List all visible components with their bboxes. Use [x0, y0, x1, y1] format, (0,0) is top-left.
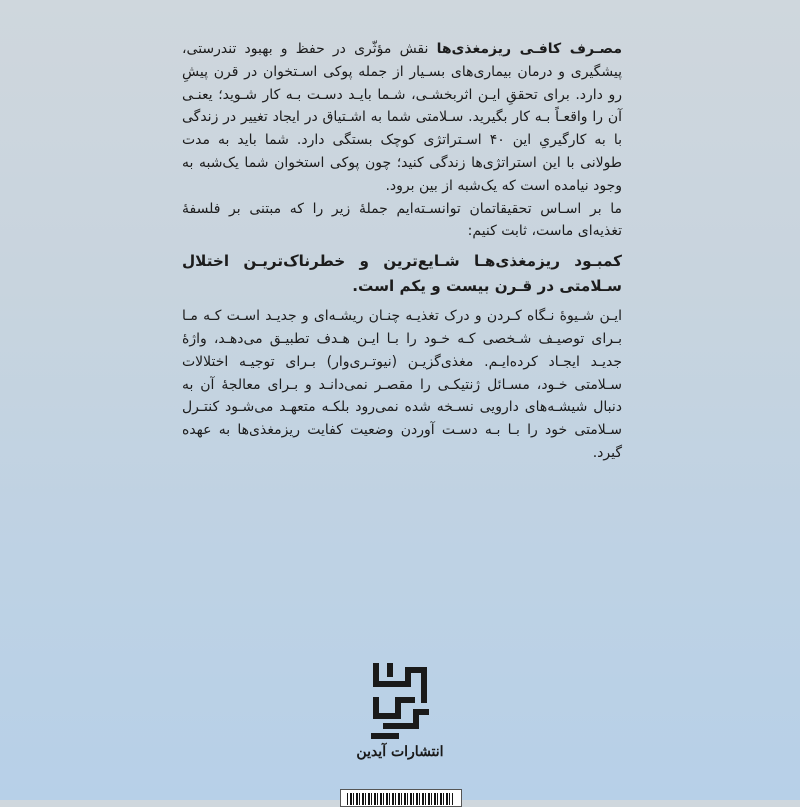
paragraph-2: ما بر اسـاس تحقیقاتمان توانسـته‌ایم جملهٔ زیر را که مبتنی بر فلسفهٔ تغذیه‌ای ماست، ثابت کنیم:	[182, 200, 622, 240]
paragraph-3: ایـن شـیوهٔ نـگاه کـردن و درک تغذیـه چنـان ریشـه‌ای و جدیـد اسـت کـه مـا بـرای توصیـف شـخصی کـه خـود را بـا ایـن هـدف تطبیـق می‌دهـد، واژهٔ جدیـد ایجـاد کرده‌ایـم. مغذی‌گزیـن (نیوتـری‌وار) بـرای توجیـه اختلالات سـلامتی خـود، مسـائل ژنتیکـی را مقصـر نمی‌دانـد و بـرای معالجهٔ آن به دنبال شیشـه‌های دارویی نسـخه شده نمی‌رود بلکـه متعهـد می‌شـود کنتـرل سـلامتی خود را بـا بـه دسـت آوردن وضعیت کفایت ریزمغذی‌ها به عهده گیرد.	[182, 308, 622, 461]
paragraph-1-lead: مصـرف کافـی ریزمغذی‌ها	[436, 41, 622, 57]
paragraph-1-text: نقش مؤثّری در حفظ و بهبود تندرستی، پیشگیری و درمان بیماری‌های بسـیار از جمله پوکی اسـتخوان در قرن پیشِ رو دارد. برای تحققِ ایـن اثربخشـی، شـما بایـد دسـت بـه کار شـوید؛ یعنـی آن را واقعـاً بـه کار بگیرید. سـلامتی شما به اشـتیاق در ایجاد تغییر در زندگی با به کارگیریِ این ۴۰ اسـتراتژی کوچک بستگی دارد. شما باید به مدت طولانی با این استراتژی‌ها زندگی کنید؛ چون پوکی استخوان شما یک‌شبه به وجود نیامده است که یک‌شبه از بین برود.	[182, 41, 622, 194]
barcode-bars	[347, 793, 453, 805]
back-cover-text	[182, 38, 622, 465]
publisher-logo-icon	[368, 660, 432, 742]
barcode-icon	[340, 789, 462, 807]
paragraph-1	[182, 38, 622, 198]
highlight-statement: کمبـود ریزمغذی‌هـا شـایع‌ترین و خطرناک‌تریـن اختلال سـلامتی در قـرن بیست و یکم است.	[182, 252, 622, 296]
publisher-logo	[352, 660, 448, 772]
publisher-name: انتشارات آیدین	[356, 744, 444, 760]
